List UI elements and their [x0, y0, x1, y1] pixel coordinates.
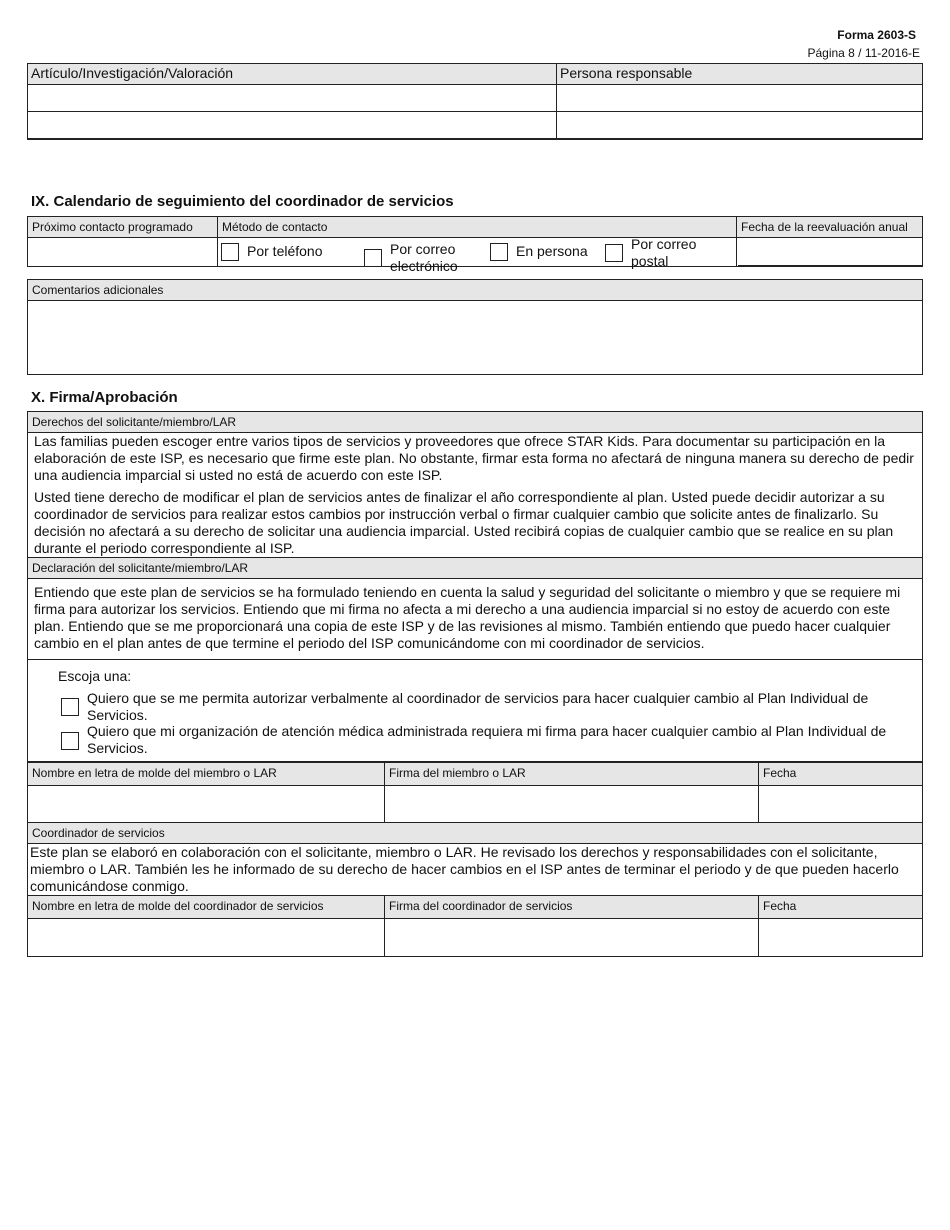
choose-one-label: Escoja una:	[58, 668, 132, 684]
rights-header: Derechos del solicitante/miembro/LAR	[28, 412, 922, 432]
coordinator-text: Este plan se elaboró en colaboración con el solicitante, miembro o LAR. He revisado los derechos y responsabilidades con el solicitante, miembro o LAR. También les he informado de su derecho de hacer cambios en el ISP antes de terminar el periodo y de que pueden hacerlo comunicándose conmigo.	[30, 844, 899, 894]
section-10-title: X. Firma/Aprobación	[31, 389, 178, 406]
coordinator-header: Coordinador de servicios	[28, 823, 922, 843]
member-name-header: Nombre en letra de molde del miembro o LAR	[28, 763, 384, 785]
rights-paragraph-1: Las familias pueden escoger entre varios tipos de servicios y proveedores que ofrece STAR Kids. Para documentar su participación en la elaboración de este ISP, es necesario que firme este plan. No obstante, firmar esta forma no afectará de ninguna manera su derecho de pedir una audiencia imparcial si usted no está de acuerdo con este ISP.	[34, 433, 914, 483]
mail-label-line1: Por correo	[631, 236, 697, 252]
divider	[217, 217, 218, 266]
page-info: Página 8 / 11-2016-E	[807, 46, 920, 60]
verbal-authorization-checkbox[interactable]	[61, 698, 79, 716]
declaration-header: Declaración del solicitante/miembro/LAR	[28, 558, 922, 578]
date-header-2: Fecha	[759, 896, 922, 918]
divider	[736, 217, 737, 266]
next-contact-header: Próximo contacto programado	[28, 217, 217, 237]
phone-label: Por teléfono	[247, 243, 323, 259]
member-date-field[interactable]	[759, 786, 922, 822]
signature-required-checkbox[interactable]	[61, 732, 79, 750]
comments-header: Comentarios adicionales	[28, 280, 922, 300]
form-number: Forma 2603-S	[837, 28, 916, 42]
mail-checkbox[interactable]	[605, 244, 623, 262]
member-name-field[interactable]	[28, 786, 384, 822]
item-cell-1[interactable]	[28, 85, 556, 111]
signature-required-label: Quiero que mi organización de atención médica administrada requiera mi firma para hacer cualquier cambio al Plan Individual de Servicios.	[87, 723, 887, 756]
top-table-col2-header: Persona responsable	[557, 64, 922, 84]
comments-field[interactable]	[28, 301, 922, 374]
coordinator-name-header: Nombre en letra de molde del coordinador de servicios	[28, 896, 384, 918]
responsible-cell-2[interactable]	[557, 112, 922, 138]
top-table-col1-header: Artículo/Investigación/Valoración	[28, 64, 556, 84]
next-contact-field[interactable]	[28, 238, 217, 266]
section-9-title: IX. Calendario de seguimiento del coordinador de servicios	[31, 193, 454, 210]
member-signature-header: Firma del miembro o LAR	[385, 763, 758, 785]
date-header-1: Fecha	[759, 763, 922, 785]
annual-reeval-field[interactable]	[738, 238, 922, 267]
verbal-authorization-label: Quiero que se me permita autorizar verbalmente al coordinador de servicios para hacer cualquier cambio al Plan Individual de Servicios.	[87, 690, 869, 723]
divider	[28, 659, 922, 660]
coordinator-signature-field[interactable]	[385, 919, 758, 956]
item-cell-2[interactable]	[28, 112, 556, 138]
rights-paragraph-2: Usted tiene derecho de modificar el plan de servicios antes de finalizar el año correspondiente al plan. Usted puede decidir autorizar a su coordinador de servicios para realizar estos cambios por instrucción verbal o firmar cualquier cambio que solicite antes de finalizarlo. Su decisión no afectará a su derecho de solicitar una audiencia imparcial. Usted recibirá copias de cualquier cambio que se realice en su plan durante el periodo correspondiente al ISP.	[34, 489, 894, 556]
divider	[28, 578, 922, 579]
coordinator-name-field[interactable]	[28, 919, 384, 956]
in-person-label: En persona	[516, 243, 588, 259]
contact-method-header: Método de contacto	[218, 217, 736, 237]
responsible-cell-1[interactable]	[557, 85, 922, 111]
in-person-checkbox[interactable]	[490, 243, 508, 261]
coordinator-signature-header: Firma del coordinador de servicios	[385, 896, 758, 918]
member-signature-field[interactable]	[385, 786, 758, 822]
phone-checkbox[interactable]	[221, 243, 239, 261]
email-checkbox[interactable]	[364, 249, 382, 267]
declaration-text: Entiendo que este plan de servicios se ha formulado teniendo en cuenta la salud y seguridad del solicitante o miembro y que se requiere mi firma para autorizar los servicios. Entiendo que mi firma no afecta a mi derecho a una audiencia imparcial si no estoy de acuerdo con este plan. Entiendo que se me proporcionará una copia de este ISP y de las revisiones al mismo. También entiendo que puedo hacer cualquier cambio en el plan antes de que termine el periodo del ISP comunicándome con mi coordinador de servicios.	[34, 584, 901, 651]
email-label-line1: Por correo	[390, 241, 456, 257]
coordinator-date-field[interactable]	[759, 919, 922, 956]
annual-reeval-header: Fecha de la reevaluación anual	[737, 217, 922, 237]
mail-label-line2: postal	[631, 253, 669, 269]
email-label-line2: electrónico	[390, 258, 458, 274]
